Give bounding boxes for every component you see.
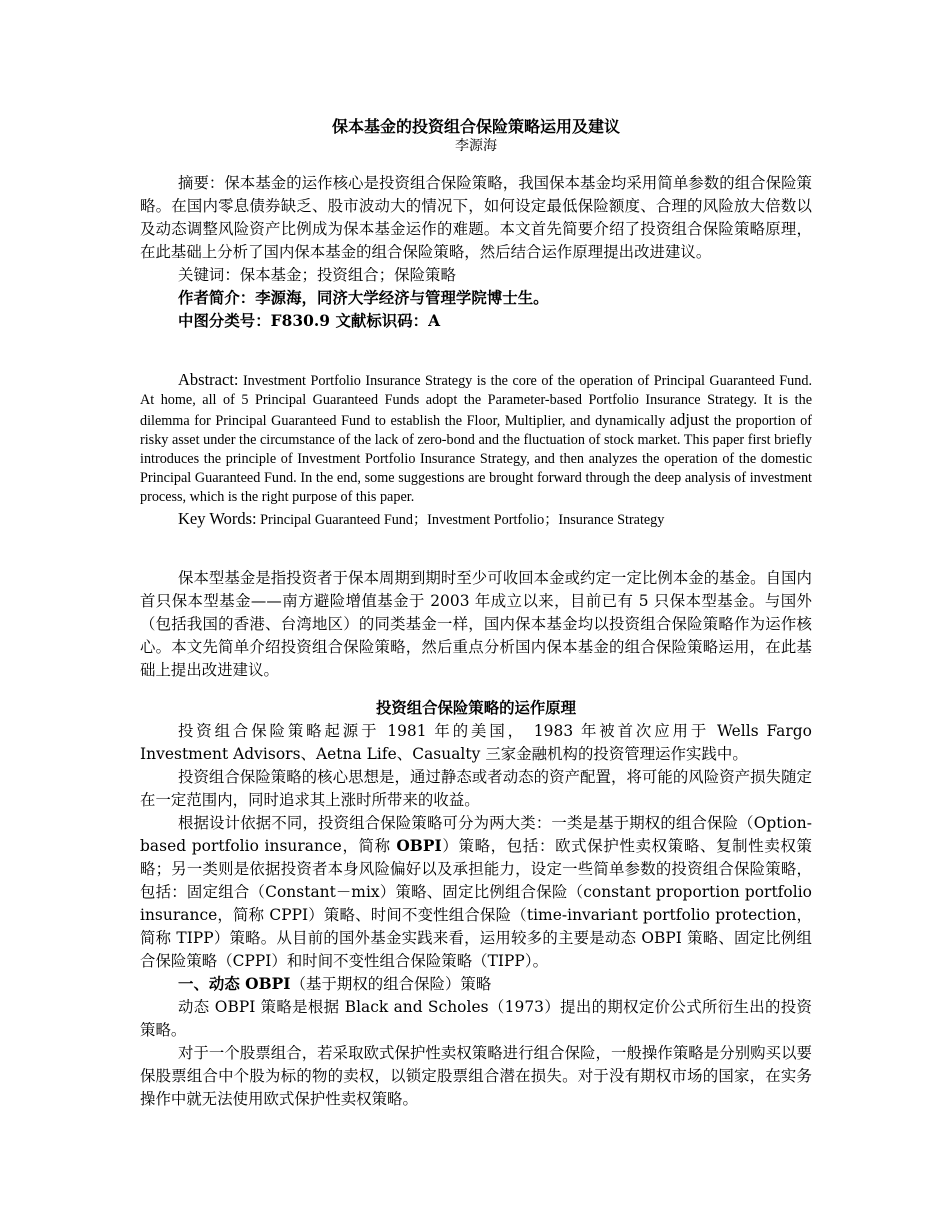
keywords-en-label: Key Words: <box>178 509 257 528</box>
sub-heading-c: （基于期权的组合保险）策略 <box>290 975 492 993</box>
section-principles <box>140 697 812 1111</box>
abstract-en-block <box>140 370 812 530</box>
abstract-cn-text: 摘要：保本基金的运作核心是投资组合保险策略，我国保本基金均采用简单参数的组合保险策略。在国内零息债券缺乏、股市波动大的情况下，如何设定最低保险额度、合理的风险放大倍数以及动态调整风险资产比例成为保本基金运作的难题。本文首先简要介绍了投资组合保险策略原理，在此基础上分析了国内保本基金的组合保险策略，然后结合运作原理提出改进建议。 <box>140 174 812 261</box>
section-heading: 投资组合保险策略的运作原理 <box>375 699 577 717</box>
subsection-heading-obpi <box>140 973 812 996</box>
principles-paragraph-3 <box>140 812 812 973</box>
abstract-en-text-a: Investment Portfolio Insurance Strategy is the core of the operation of Principal Guaranteed Fund. At home, all of 5 Principal Guaranteed Funds adopt the Parameter-based Portfolio Insurance Strategy. It is the dilemma for Principal Guaranteed Fund to establish the Floor, Multiplier, and dynamically <box>140 373 812 429</box>
principles-paragraph-2: 投资组合保险策略的核心思想是，通过静态或者动态的资产配置，将可能的风险资产损失随定在一定范围内，同时追求其上涨时所带来的收益。 <box>140 768 812 809</box>
abstract-cn-block <box>140 172 812 333</box>
abstract-en-text-b: the proportion of risky asset under the circumstance of the lack of zero-bond and the fluctuation of stock market. This paper first briefly introduces the principle of Investment Portfolio Insurance Strategy, and then analyzes the operation of the domestic Principal Guaranteed Fund. In the end, some suggestions are brought forward through the deep analysis of investment process, which is the right purpose of this paper. <box>140 413 813 505</box>
author-intro: 作者简介：李源海，同济大学经济与管理学院博士生。 <box>178 289 549 307</box>
abstract-en-adjust: adjust <box>669 410 710 429</box>
intro-paragraph: 保本型基金是指投资者于保本周期到期时至少可收回本金或约定一定比例本金的基金。自国内首只保本型基金——南方避险增值基金于 2003 年成立以来，目前已有 5 只保本型基金。与国外（包括我国的香港、台湾地区）的同类基金一样，国内保本基金均以投资组合保险策略作为运作核心。本文先简单介绍投资组合保险策略，然后重点分析国内保本基金的组合保险策略运用，在此基础上提出改进建议。 <box>140 569 812 679</box>
p3-text-a: 根据设计依据不同，投资组合保险策略可分为两大类：一类是基于期权的组合保险（Option-based portfolio insurance，简称 <box>140 814 812 855</box>
obpi-paragraph-2: 对于一个股票组合，若采取欧式保护性卖权策略进行组合保险，一般操作策略是分别购买以要保股票组合中个股为标的物的卖权，以锁定股票组合潜在损失。对于没有期权市场的国家，在实务操作中就无法使用欧式保护性卖权策略。 <box>140 1044 812 1108</box>
keywords-cn: 关键词：保本基金；投资组合；保险策略 <box>178 266 456 284</box>
p3-text-b: ）策略，包括：欧式保护性卖权策略、复制性卖权策略；另一类则是依据投资者本身风险偏好以及承担能力，设定一些简单参数的投资组合保险策略，包括：固定组合（Constant－mix）策略、固定比例组合保险（constant proportion portfolio insurance，简称 CPPI）策略、时间不变性组合保险（time-invariant portfolio protection，简称 TIPP）策略。从目前的国外基金实践来看，运用较多的主要是动态 OBPI 策略、固定比例组合保险策略（CPPI）和时间不变性组合保险策略（TIPP）。 <box>140 837 812 970</box>
paper-author: 李源海 <box>455 138 497 154</box>
classification-code: 中图分类号：F830.9 文献标识码：A <box>178 312 441 330</box>
sub-heading-a: 一、动态 <box>178 975 246 993</box>
intro-block <box>140 567 812 682</box>
abstract-en-paragraph <box>140 370 812 507</box>
obpi-paragraph-1: 动态 OBPI 策略是根据 Black and Scholes（1973）提出的期权定价公式所衍生出的投资策略。 <box>140 998 812 1039</box>
keywords-en <box>140 509 812 530</box>
paper-title: 保本基金的投资组合保险策略运用及建议 <box>331 117 620 136</box>
p3-obpi: OBPI <box>396 837 442 855</box>
sub-heading-b: OBPI <box>245 975 291 993</box>
abstract-en-label: Abstract: <box>178 370 239 389</box>
principles-paragraph-1: 投资组合保险策略起源于 1981 年的美国， 1983 年被首次应用于 Wells Fargo Investment Advisors、Aetna Life、Casualty 三家金融机构的投资管理运作实践中。 <box>140 722 812 763</box>
keywords-en-text: Principal Guaranteed Fund；Investment Portfolio；Insurance Strategy <box>256 512 665 528</box>
